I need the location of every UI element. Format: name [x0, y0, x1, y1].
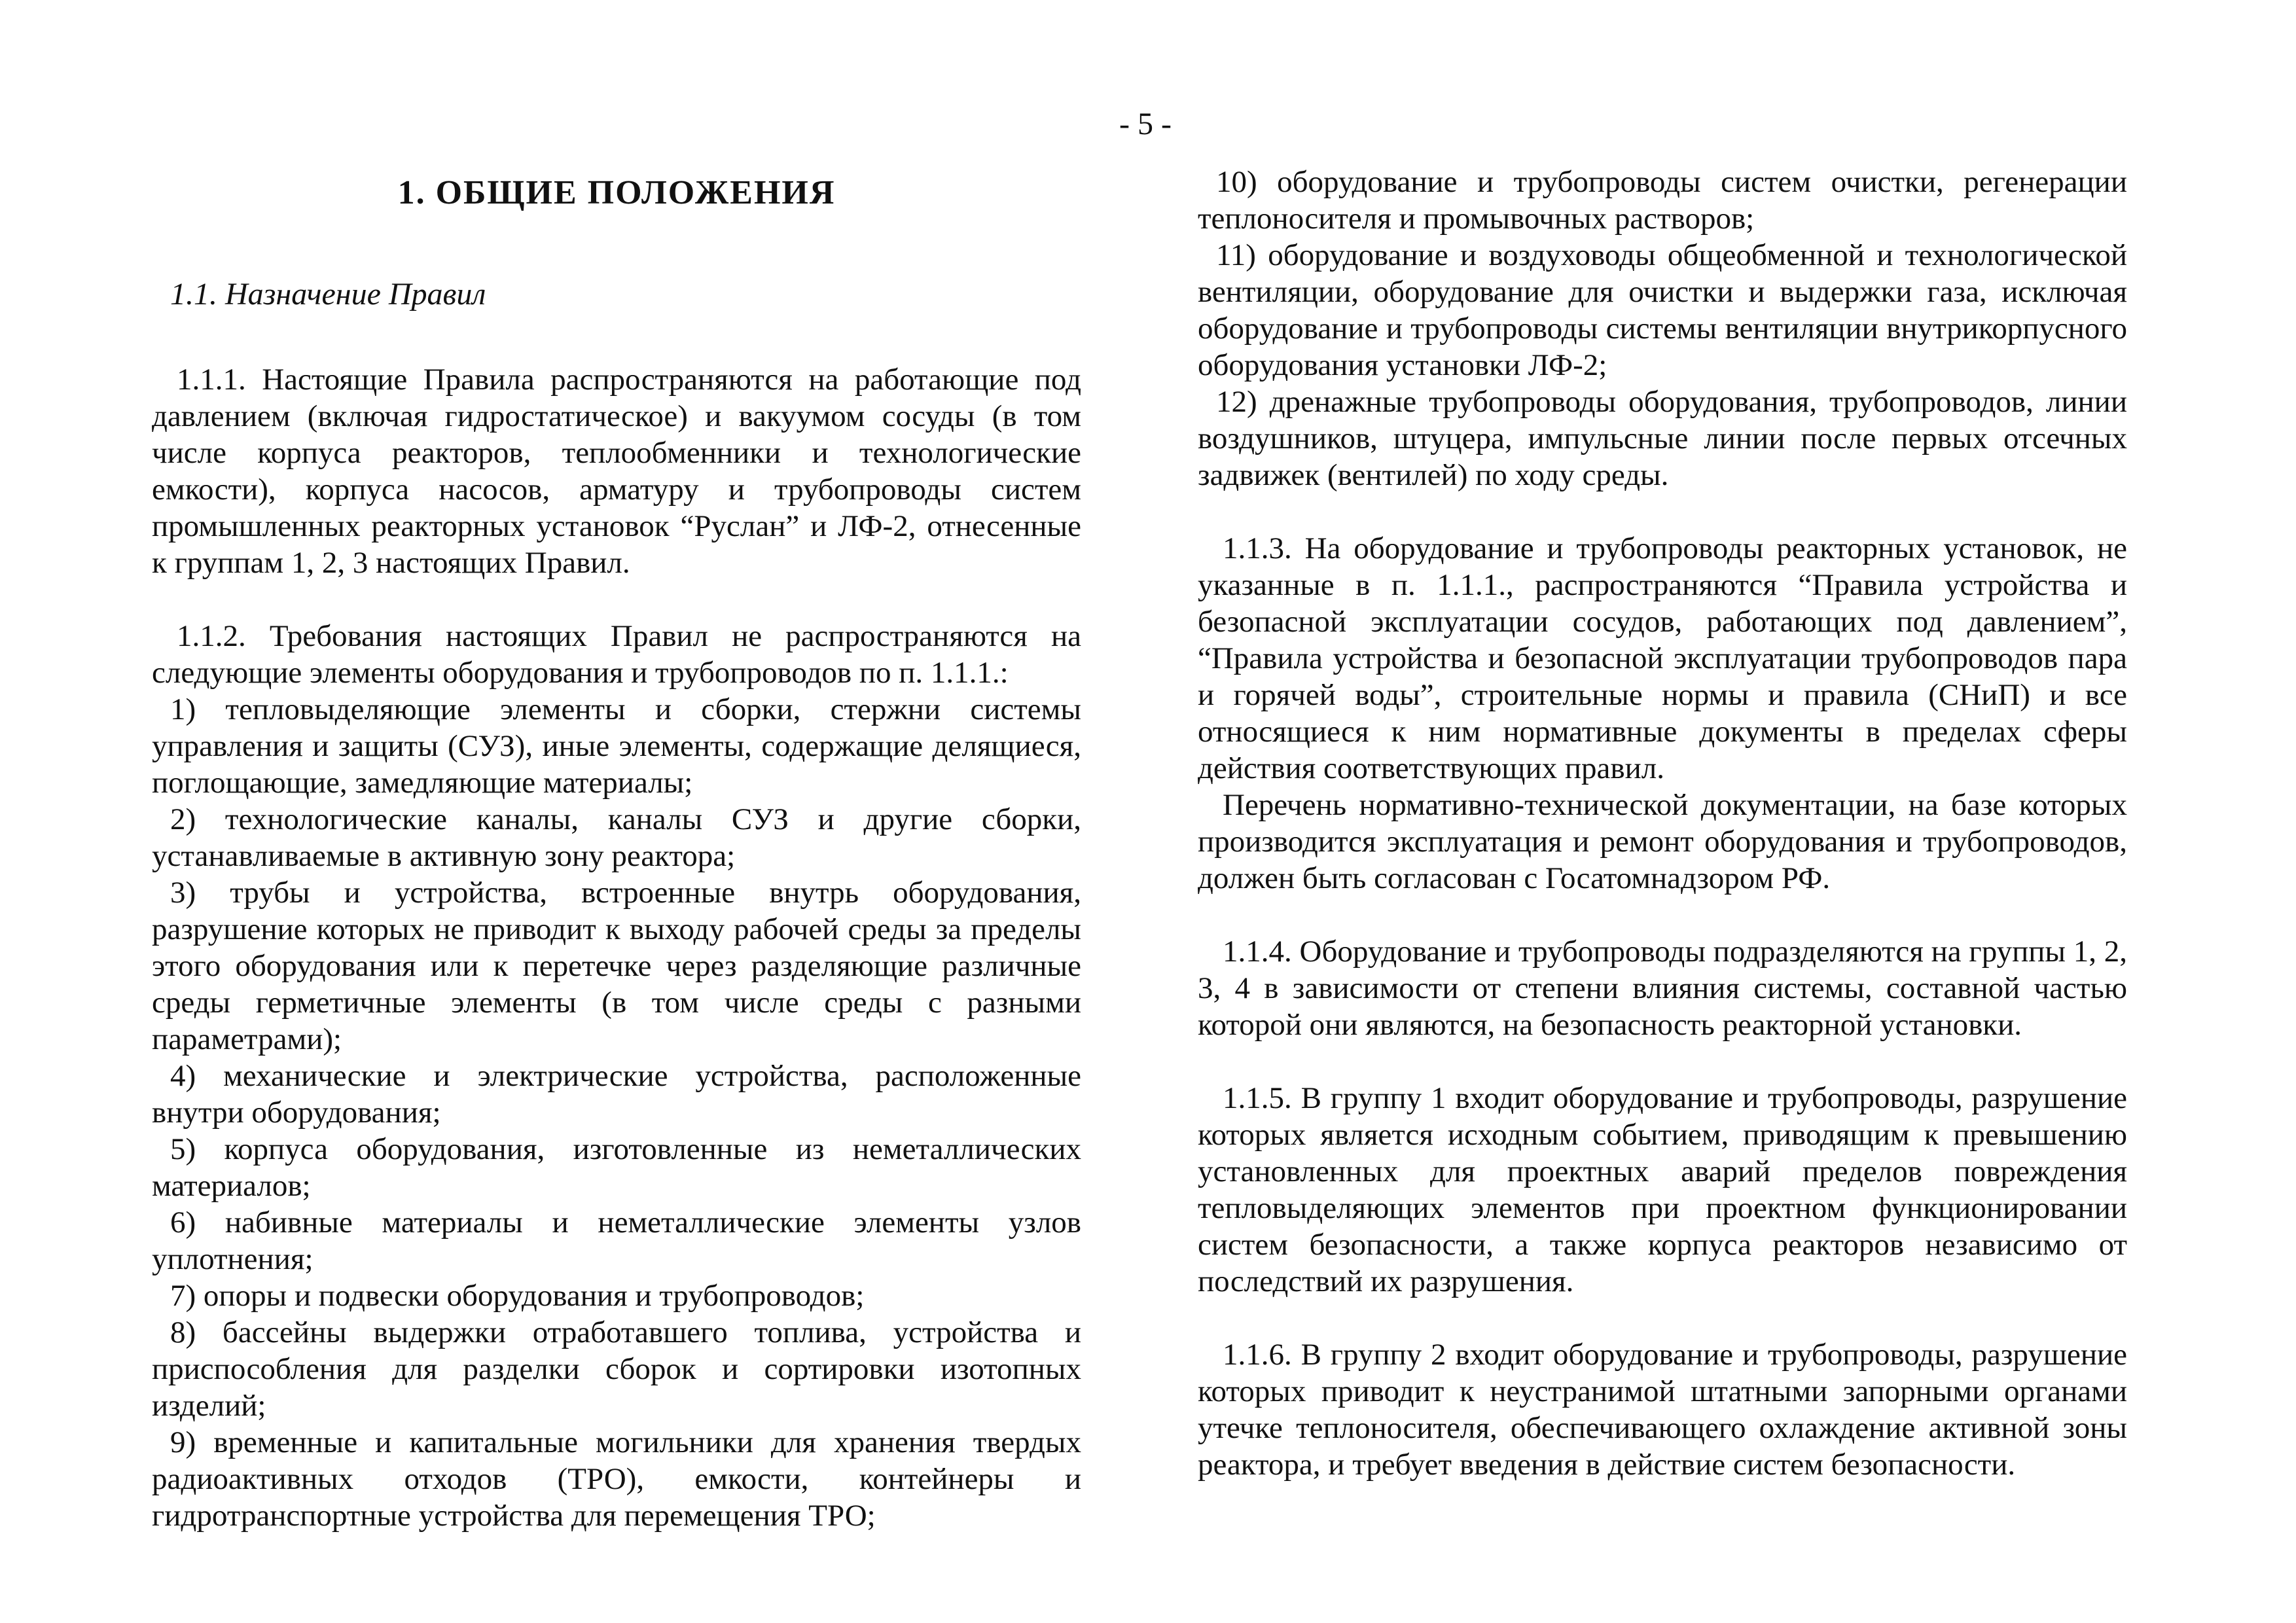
- paragraph-gap: [152, 581, 1081, 618]
- paragraph-1-1-1: 1.1.1. Настоящие Правила распространяются на работающие под давлением (включая гидростатическое) и вакуумом сосуды (в том числе корпуса реакторов, теплообменники и технологические емкости), корпуса насосов, арматуру и трубопроводы систем промышленных реакторных установок “Руслан” и ЛФ-2, отнесенные к группам 1, 2, 3 настоящих Правил.: [152, 363, 1081, 580]
- paragraph-gap: [1198, 897, 2127, 933]
- paragraph-gap: [1198, 1043, 2127, 1080]
- list-item-6: 6) набивные материалы и неметаллические элементы узлов уплотнения;: [152, 1205, 1081, 1276]
- paragraph-1-1-4: 1.1.4. Оборудование и трубопроводы подразделяются на группы 1, 2, 3, 4 в зависимости от степени влияния системы, составной частью которой они являются, на безопасность реакторной установки.: [1198, 935, 2127, 1042]
- paragraph-1-1-3-continuation: Перечень нормативно-технической документации, на базе которых производится эксплуатация и ремонт оборудования и трубопроводов, должен быть согласован с Госатомнадзором РФ.: [1198, 788, 2127, 895]
- paragraph-1-1-5: 1.1.5. В группу 1 входит оборудование и трубопроводы, разрушение которых является исходным событием, приводящим к превышению установленных для проектных аварий пределов повреждения тепловыделяющих элементов при проектном функционировании систем безопасности, а также корпуса реакторов независимо от последствий их разрушения.: [1198, 1081, 2127, 1298]
- list-item-2: 2) технологические каналы, каналы СУЗ и другие сборки, устанавливаемые в активную зону реактора;: [152, 802, 1081, 873]
- paragraph-1-1-6: 1.1.6. В группу 2 входит оборудование и трубопроводы, разрушение которых приводит к неустранимой штатными запорными органами утечке теплоносителя, обеспечивающего охлаждение активной зоны реактора, и требует введения в действие систем безопасности.: [1198, 1338, 2127, 1482]
- paragraph-1-1-3: 1.1.3. На оборудование и трубопроводы реакторных установок, не указанные в п. 1.1.1., распространяются “Правила устройства и безопасной эксплуатации сосудов, работающих под давлением”, “Правила устройства и безопасной эксплуатации трубопроводов пара и горячей воды”, строительные нормы и правила (СНиП) и все относящиеся к ним нормативные документы в пределах сферы действия соответствующих правил.: [1198, 531, 2127, 785]
- list-item-8: 8) бассейны выдержки отработавшего топлива, устройства и приспособления для разделки сборок и сортировки изотопных изделий;: [152, 1315, 1081, 1423]
- subsection-title: 1.1. Назначение Правил: [170, 277, 486, 312]
- left-column: [152, 164, 1081, 1558]
- list-item-5: 5) корпуса оборудования, изготовленные из неметаллических материалов;: [152, 1132, 1081, 1203]
- paragraph-gap: [1198, 493, 2127, 530]
- list-item-11: 11) оборудование и воздуховоды общеобменной и технологической вентиляции, оборудование для очистки и выдержки газа, исключая оборудование и трубопроводы системы вентиляции внутрикорпусного оборудования установки ЛФ-2;: [1198, 238, 2127, 382]
- list-item-12: 12) дренажные трубопроводы оборудования, трубопроводов, линии воздушников, штуцера, импульсные линии после первых отсечных задвижек (вентилей) по ходу среды.: [1198, 385, 2127, 492]
- section-title: 1. ОБЩИЕ ПОЛОЖЕНИЯ: [397, 174, 836, 211]
- list-item-10: 10) оборудование и трубопроводы систем очистки, регенерации теплоносителя и промывочных растворов;: [1198, 165, 2127, 236]
- list-item-4: 4) механические и электрические устройства, расположенные внутри оборудования;: [152, 1059, 1081, 1130]
- list-item-9: 9) временные и капитальные могильники для хранения твердых радиоактивных отходов (ТРО), емкости, контейнеры и гидротранспортные устройства для перемещения ТРО;: [152, 1425, 1081, 1533]
- paragraph-1-1-2-intro: 1.1.2. Требования настоящих Правил не распространяются на следующие элементы оборудования и трубопроводов по п. 1.1.1.:: [152, 619, 1081, 690]
- list-item-1: 1) тепловыделяющие элементы и сборки, стержни системы управления и защиты (СУЗ), иные элементы, содержащие делящиеся, поглощающие, замедляющие материалы;: [152, 692, 1081, 800]
- list-item-3: 3) трубы и устройства, встроенные внутрь оборудования, разрушение которых не приводит к выходу рабочей среды за пределы этого оборудования или к перетечке через разделяющие различные среды герметичные элементы (в том числе среды с разными параметрами);: [152, 876, 1081, 1056]
- page-number: - 5 -: [1119, 107, 1172, 141]
- right-column: [1198, 164, 2127, 1558]
- list-item-7: 7) опоры и подвески оборудования и трубопроводов;: [170, 1279, 865, 1313]
- paragraph-gap: [1198, 1300, 2127, 1336]
